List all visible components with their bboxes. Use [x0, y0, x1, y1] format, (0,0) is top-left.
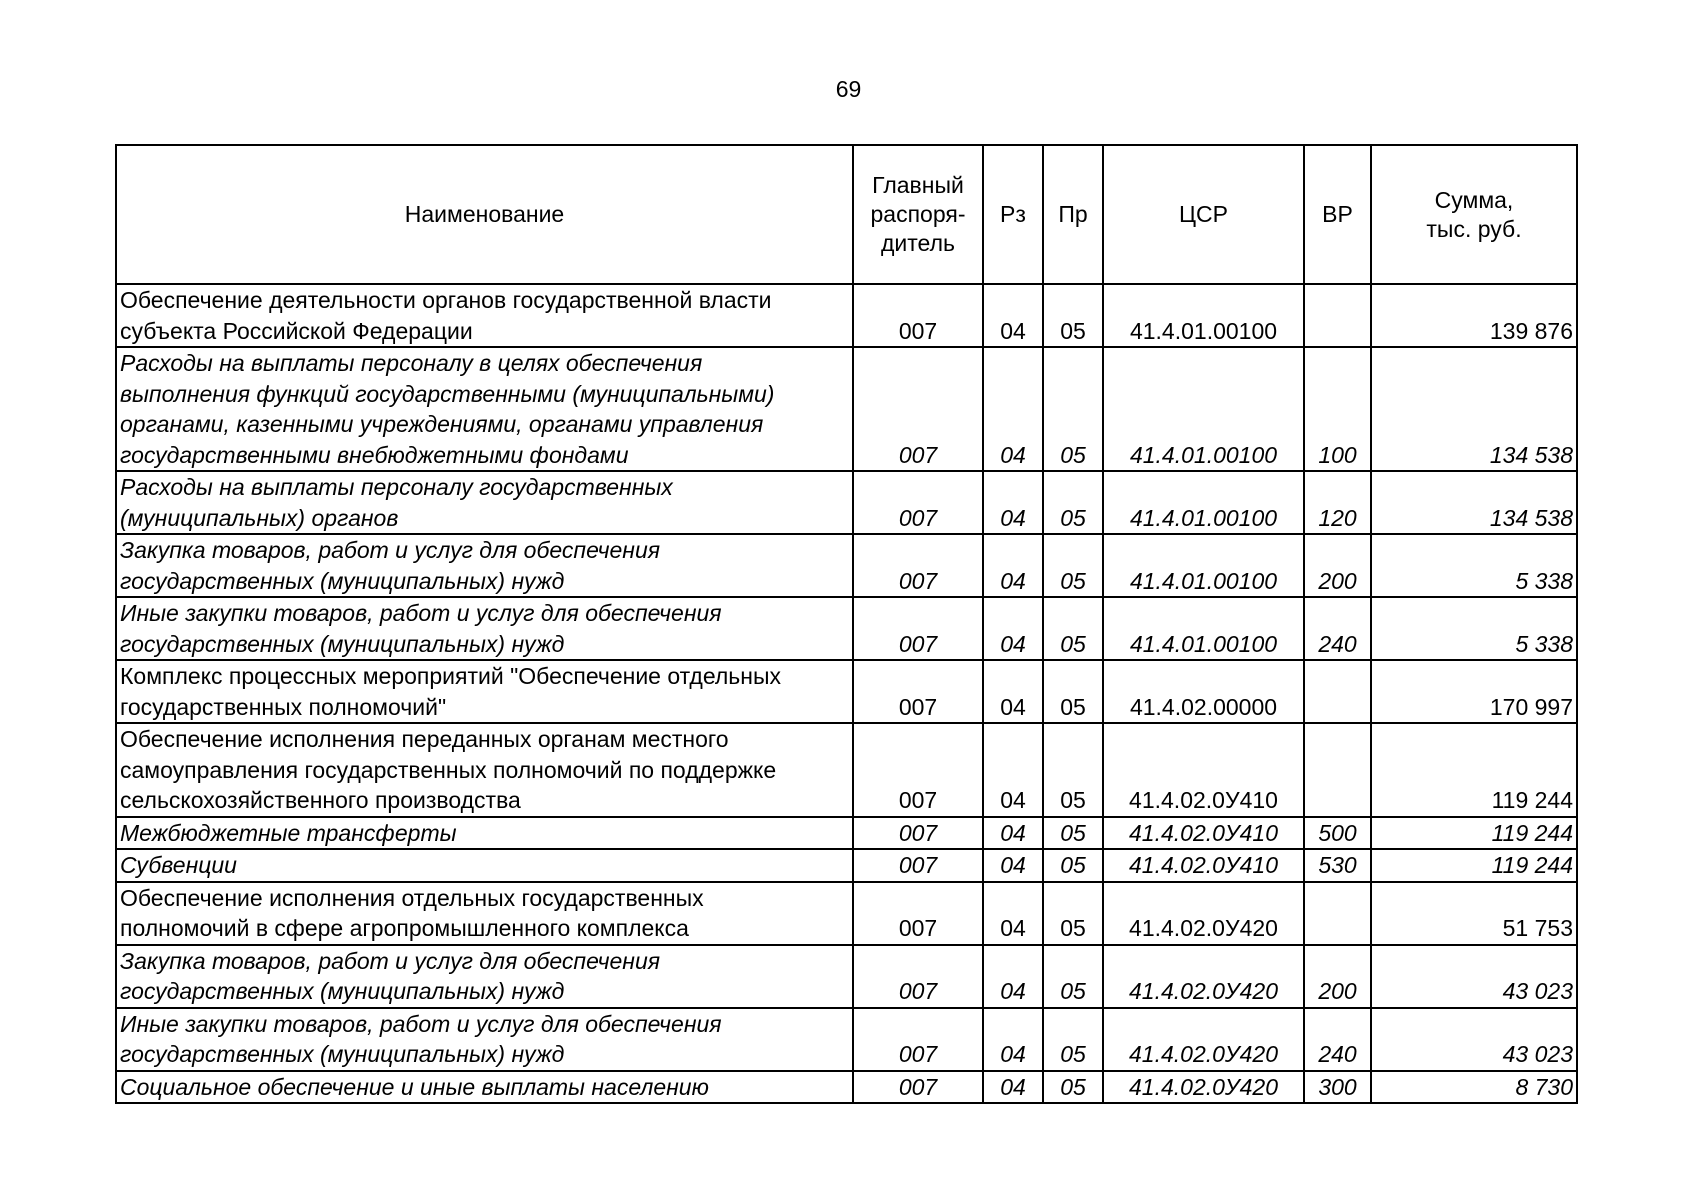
row-name-line: органами, казенными учреждениями, органами управления: [120, 411, 764, 437]
row-sum: 51 753: [1371, 882, 1577, 945]
header-row: [116, 145, 1577, 284]
row-csr: 41.4.01.00100: [1103, 284, 1304, 347]
row-name-line: Обеспечение исполнения переданных органам местного: [120, 726, 729, 752]
row-chief-administrator: 007: [853, 534, 983, 597]
table-row: [116, 471, 1577, 534]
table-row: [116, 1008, 1577, 1071]
row-sum: 119 244: [1371, 723, 1577, 817]
row-pr: 05: [1043, 723, 1103, 817]
row-chief-administrator: 007: [853, 597, 983, 660]
row-name-line: (муниципальных) органов: [120, 504, 399, 531]
row-sum: 134 538: [1371, 347, 1577, 471]
header-sum: [1371, 145, 1577, 284]
row-pr: 05: [1043, 1008, 1103, 1071]
row-rz: 04: [983, 471, 1043, 534]
row-vr: 300: [1304, 1071, 1371, 1104]
row-name-line: Закупка товаров, работ и услуг для обеспечения: [120, 947, 661, 974]
row-pr: 05: [1043, 945, 1103, 1008]
row-name: [116, 347, 853, 471]
row-vr: 100: [1304, 347, 1371, 471]
header-chief-administrator: [853, 145, 983, 284]
row-name: [116, 945, 853, 1008]
row-sum: 139 876: [1371, 284, 1577, 347]
row-sum: 119 244: [1371, 817, 1577, 850]
row-chief-administrator: 007: [853, 284, 983, 347]
row-pr: 05: [1043, 849, 1103, 882]
row-csr: 41.4.02.0У420: [1103, 1008, 1304, 1071]
row-name: [116, 882, 853, 945]
header-chief-line: дитель: [881, 230, 955, 256]
row-pr: 05: [1043, 347, 1103, 471]
row-csr: 41.4.01.00100: [1103, 471, 1304, 534]
row-name-line: самоуправления государственных полномочий по поддержке: [120, 756, 777, 783]
row-name-line: Иные закупки товаров, работ и услуг для обеспечения: [120, 1010, 722, 1037]
row-name: [116, 660, 853, 723]
row-name-line: Расходы на выплаты персоналу в целях обеспечения: [120, 350, 703, 376]
header-chief-line: распоря-: [870, 201, 966, 227]
table-row: [116, 284, 1577, 347]
row-name-line: Закупка товаров, работ и услуг для обеспечения: [120, 537, 661, 563]
row-rz: 04: [983, 284, 1043, 347]
row-name-line: Социальное обеспечение и иные выплаты населению: [120, 1073, 709, 1100]
row-name: [116, 597, 853, 660]
row-name: [116, 471, 853, 534]
row-name-line: государственных (муниципальных) нужд: [120, 1041, 565, 1067]
row-name-line: Межбюджетные трансферты: [120, 819, 457, 846]
row-sum: 5 338: [1371, 534, 1577, 597]
row-vr: [1304, 723, 1371, 817]
header-csr: ЦСР: [1103, 145, 1304, 284]
row-name: [116, 723, 853, 817]
row-csr: 41.4.02.0У410: [1103, 723, 1304, 817]
row-rz: 04: [983, 882, 1043, 945]
header-pr: Пр: [1043, 145, 1103, 284]
row-pr: 05: [1043, 471, 1103, 534]
table-body: [116, 284, 1577, 1103]
row-rz: 04: [983, 1071, 1043, 1104]
row-csr: 41.4.02.00000: [1103, 660, 1304, 723]
row-rz: 04: [983, 534, 1043, 597]
header-rz: Рз: [983, 145, 1043, 284]
row-name: [116, 817, 853, 850]
row-rz: 04: [983, 347, 1043, 471]
header-chief-line: Главный: [872, 172, 964, 198]
row-name: [116, 284, 853, 347]
row-name-line: субъекта Российской Федерации: [120, 317, 473, 344]
row-name-line: государственных (муниципальных) нужд: [120, 978, 565, 1004]
row-csr: 41.4.02.0У420: [1103, 1071, 1304, 1104]
table-row: [116, 723, 1577, 817]
row-vr: [1304, 660, 1371, 723]
row-pr: 05: [1043, 534, 1103, 597]
row-csr: 41.4.01.00100: [1103, 347, 1304, 471]
row-vr: 120: [1304, 471, 1371, 534]
row-name-line: Обеспечение деятельности органов государственной власти: [120, 287, 772, 313]
row-vr: [1304, 882, 1371, 945]
row-pr: 05: [1043, 660, 1103, 723]
row-pr: 05: [1043, 597, 1103, 660]
row-rz: 04: [983, 597, 1043, 660]
row-chief-administrator: 007: [853, 882, 983, 945]
row-pr: 05: [1043, 1071, 1103, 1104]
table-row: [116, 817, 1577, 850]
row-sum: 8 730: [1371, 1071, 1577, 1104]
row-sum: 43 023: [1371, 945, 1577, 1008]
row-vr: 240: [1304, 1008, 1371, 1071]
table-row: [116, 945, 1577, 1008]
table-row: [116, 534, 1577, 597]
table-row: [116, 849, 1577, 882]
table-row: [116, 597, 1577, 660]
row-pr: 05: [1043, 882, 1103, 945]
row-name-line: Субвенции: [120, 852, 237, 878]
row-name-line: государственных (муниципальных) нужд: [120, 630, 565, 657]
row-sum: 170 997: [1371, 660, 1577, 723]
row-chief-administrator: 007: [853, 945, 983, 1008]
row-vr: 200: [1304, 945, 1371, 1008]
row-name-line: Иные закупки товаров, работ и услуг для обеспечения: [120, 600, 722, 626]
row-csr: 41.4.02.0У420: [1103, 882, 1304, 945]
row-name: [116, 1008, 853, 1071]
row-csr: 41.4.02.0У410: [1103, 849, 1304, 882]
header-vr: ВР: [1304, 145, 1371, 284]
row-sum: 5 338: [1371, 597, 1577, 660]
row-chief-administrator: 007: [853, 1008, 983, 1071]
row-name-line: Расходы на выплаты персоналу государственных: [120, 474, 673, 500]
header-sum-line: тыс. руб.: [1426, 215, 1522, 242]
table-row: [116, 882, 1577, 945]
row-name-line: государственными внебюджетными фондами: [120, 441, 629, 468]
row-vr: 530: [1304, 849, 1371, 882]
row-rz: 04: [983, 945, 1043, 1008]
row-vr: 200: [1304, 534, 1371, 597]
row-name: [116, 1071, 853, 1104]
row-rz: 04: [983, 849, 1043, 882]
row-name-line: сельскохозяйственного производства: [120, 787, 521, 813]
header-sum-line: Сумма,: [1434, 186, 1514, 213]
row-name-line: Обеспечение исполнения отдельных государственных: [120, 884, 704, 911]
row-pr: 05: [1043, 817, 1103, 850]
row-csr: 41.4.01.00100: [1103, 597, 1304, 660]
row-chief-administrator: 007: [853, 723, 983, 817]
header-name: Наименование: [116, 145, 853, 284]
row-rz: 04: [983, 660, 1043, 723]
row-csr: 41.4.01.00100: [1103, 534, 1304, 597]
row-chief-administrator: 007: [853, 849, 983, 882]
row-chief-administrator: 007: [853, 1071, 983, 1104]
row-chief-administrator: 007: [853, 471, 983, 534]
table-row: [116, 1071, 1577, 1104]
row-name: [116, 534, 853, 597]
row-name-line: полномочий в сфере агропромышленного комплекса: [120, 915, 689, 941]
row-csr: 41.4.02.0У410: [1103, 817, 1304, 850]
row-chief-administrator: 007: [853, 347, 983, 471]
row-name-line: Комплекс процессных мероприятий "Обеспечение отдельных: [120, 663, 781, 689]
row-rz: 04: [983, 817, 1043, 850]
row-name-line: государственных (муниципальных) нужд: [120, 567, 565, 594]
row-vr: 240: [1304, 597, 1371, 660]
row-name-line: выполнения функций государственными (муниципальными): [120, 380, 775, 407]
row-csr: 41.4.02.0У420: [1103, 945, 1304, 1008]
row-chief-administrator: 007: [853, 817, 983, 850]
row-name: [116, 849, 853, 882]
row-chief-administrator: 007: [853, 660, 983, 723]
row-sum: 119 244: [1371, 849, 1577, 882]
table-row: [116, 660, 1577, 723]
row-sum: 43 023: [1371, 1008, 1577, 1071]
table-row: [116, 347, 1577, 471]
page-number: 69: [835, 76, 862, 102]
row-rz: 04: [983, 723, 1043, 817]
row-vr: 500: [1304, 817, 1371, 850]
row-name-line: государственных полномочий": [120, 693, 447, 720]
row-rz: 04: [983, 1008, 1043, 1071]
budget-table: [115, 144, 1578, 1104]
row-pr: 05: [1043, 284, 1103, 347]
row-vr: [1304, 284, 1371, 347]
row-sum: 134 538: [1371, 471, 1577, 534]
